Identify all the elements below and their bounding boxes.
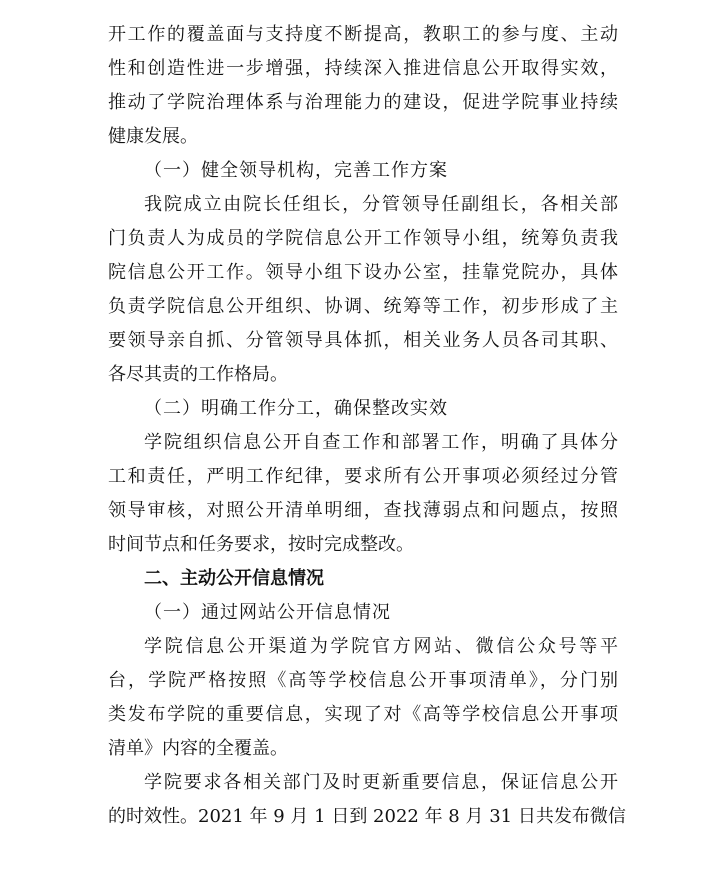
paragraph-line: 工和责任，严明工作纪律，要求所有公开事项必须经过分管 [108, 466, 618, 487]
paragraph-line: 性和创造性进一步增强，持续深入推进信息公开取得实效， [108, 58, 618, 79]
paragraph-line: 健康发展。 [108, 126, 198, 147]
paragraph-line: 推动了学院治理体系与治理能力的建设，促进学院事业持续 [108, 92, 618, 113]
paragraph-line: 学院要求各相关部门及时更新重要信息，保证信息公开 [144, 772, 618, 793]
paragraph-line: 时间节点和任务要求，按时完成整改。 [108, 534, 414, 555]
paragraph-line: 各尽其责的工作格局。 [108, 364, 288, 385]
paragraph-line: 台，学院严格按照《高等学校信息公开事项清单》，分门别 [108, 670, 618, 691]
paragraph-line: 清单》内容的全覆盖。 [108, 738, 288, 759]
paragraph-line: 学院组织信息公开自查工作和部署工作，明确了具体分 [144, 432, 618, 453]
paragraph-line: 学院信息公开渠道为学院官方网站、微信公众号等平 [144, 636, 618, 657]
section-subheading: （一）健全领导机构，完善工作方案 [144, 160, 448, 181]
paragraph-line: 负责学院信息公开组织、协调、统筹等工作，初步形成了主 [108, 296, 618, 317]
paragraph-line: 的时效性。2021 年 9 月 1 日到 2022 年 8 月 31 日共发布微信 [108, 806, 626, 827]
paragraph-line: 要领导亲自抓、分管领导具体抓，相关业务人员各司其职、 [108, 330, 618, 351]
paragraph-line: 领导审核，对照公开清单明细，查找薄弱点和问题点，按照 [108, 500, 618, 521]
paragraph-line: 类发布学院的重要信息，实现了对《高等学校信息公开事项 [108, 704, 618, 725]
section-subheading: （二）明确工作分工，确保整改实效 [144, 398, 448, 419]
paragraph-line: 开工作的覆盖面与支持度不断提高，教职工的参与度、主动 [108, 24, 618, 45]
paragraph-line: 院信息公开工作。领导小组下设办公室，挂靠党院办，具体 [108, 262, 618, 283]
section-subheading: （一）通过网站公开信息情况 [144, 602, 391, 623]
paragraph-line: 我院成立由院长任组长，分管领导任副组长，各相关部 [144, 194, 618, 215]
paragraph-line: 门负责人为成员的学院信息公开工作领导小组，统筹负责我 [108, 228, 618, 249]
section-heading: 二、主动公开信息情况 [144, 568, 324, 589]
